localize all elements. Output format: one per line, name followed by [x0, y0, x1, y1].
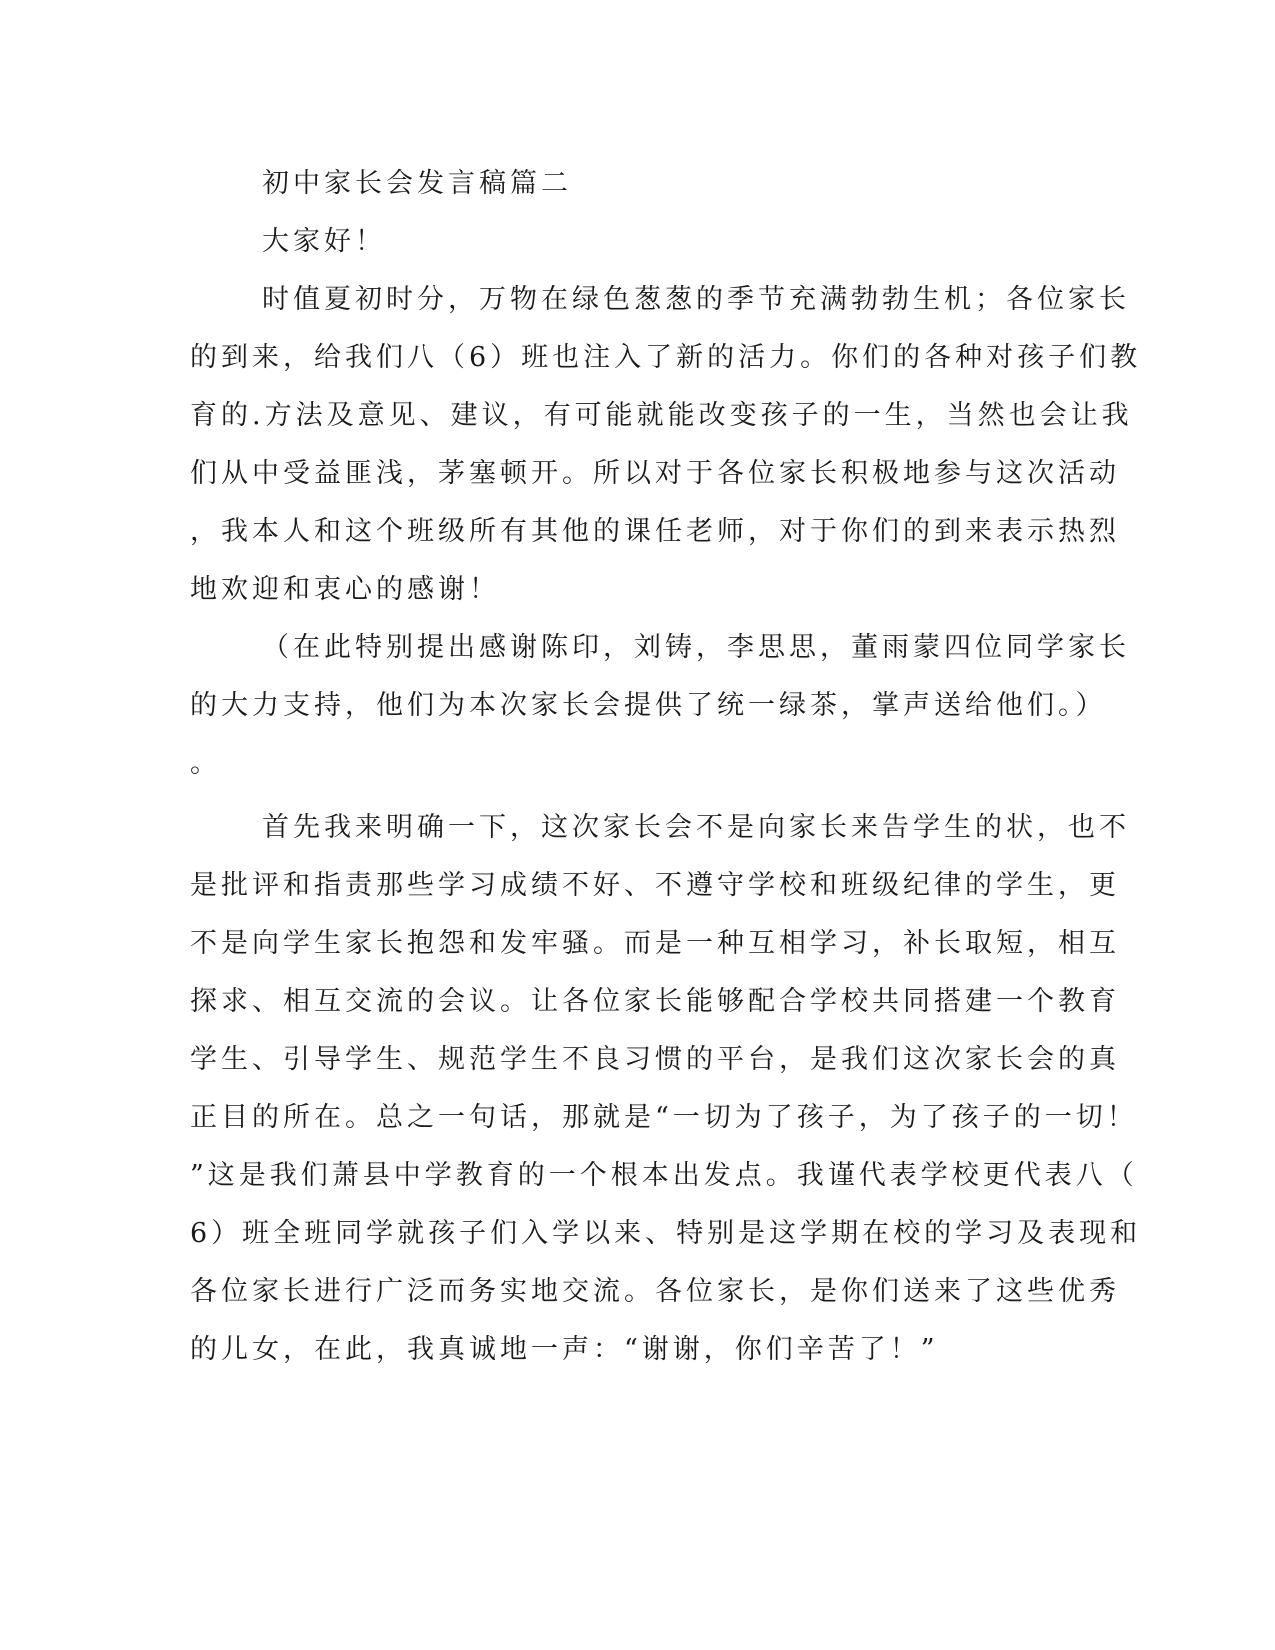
paragraph-line: ”这是我们萧县中学教育的一个根本出发点。我谨代表学校更代表八（	[190, 1160, 1138, 1191]
paragraph-line: 6）班全班同学就孩子们入学以来、特别是这学期在校的学习及表现和	[190, 1218, 1142, 1249]
paragraph-line: 们从中受益匪浅，茅塞顿开。所以对于各位家长积极地参与这次活动	[190, 458, 1120, 489]
paragraph-line: 各位家长进行广泛而务实地交流。各位家长，是你们送来了这些优秀	[190, 1276, 1120, 1307]
paragraph-line: 的大力支持，他们为本次家长会提供了统一绿茶，掌声送给他们。）	[190, 690, 1107, 721]
greeting-line: 大家好！	[262, 226, 386, 257]
paragraph-line: 的到来，给我们八（6）班也注入了新的活力。你们的各种对孩子们教	[190, 342, 1142, 373]
paragraph-line: 正目的所在。总之一句话，那就是“一切为了孩子，为了孩子的一切！	[190, 1102, 1138, 1133]
paragraph-line: 首先我来明确一下，这次家长会不是向家长来告学生的状，也不	[262, 812, 1130, 843]
paragraph-line: 是批评和指责那些学习成绩不好、不遵守学校和班级纪律的学生，更	[190, 870, 1120, 901]
document-title: 初中家长会发言稿篇二	[262, 168, 572, 199]
paragraph-line: 地欢迎和衷心的感谢！	[190, 574, 500, 605]
paragraph-line: 时值夏初时分，万物在绿色葱葱的季节充满勃勃生机；各位家长	[262, 284, 1130, 315]
paragraph-line: 探求、相互交流的会议。让各位家长能够配合学校共同搭建一个教育	[190, 986, 1120, 1017]
paragraph-line: （在此特别提出感谢陈印，刘铸，李思思，董雨蒙四位同学家长	[262, 632, 1130, 663]
paragraph-line: 不是向学生家长抱怨和发牢骚。而是一种互相学习，补长取短，相互	[190, 928, 1120, 959]
paragraph-line: 学生、引导学生、规范学生不良习惯的平台，是我们这次家长会的真	[190, 1044, 1120, 1075]
paragraph-line: 。	[190, 748, 221, 779]
paragraph-line: 育的.方法及意见、建议，有可能就能改变孩子的一生，当然也会让我	[190, 400, 1133, 431]
paragraph-line: ，我本人和这个班级所有其他的课任老师，对于你们的到来表示热烈	[190, 516, 1120, 547]
paragraph-line: 的儿女，在此，我真诚地一声：“谢谢，你们辛苦了！”	[190, 1334, 939, 1365]
